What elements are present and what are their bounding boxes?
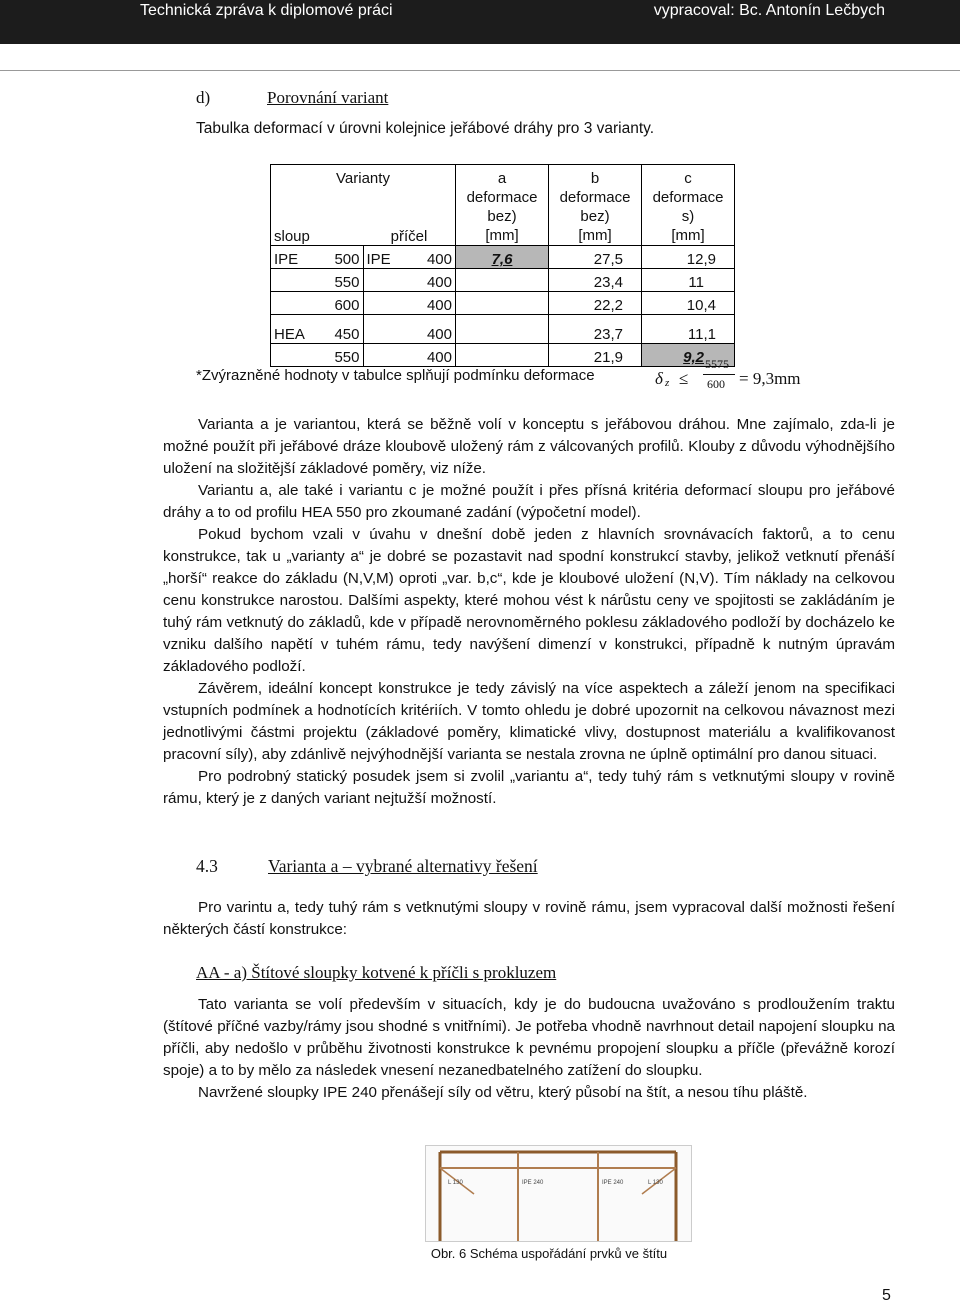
table-row: IPE 500 IPE 400 7,6 27,5 12,9 [271,246,735,269]
section-d-label: d) [196,88,211,107]
table-intro: Tabulka deformací v úrovni kolejnice jeřábové dráhy pro 3 varianty. [196,120,655,137]
section-43-number: 4.3 [196,856,218,876]
col-pricel: příčel [390,228,428,245]
paragraph: Závěrem, ideální koncept konstrukce je tedy závislý na více aspektech a záleží jenom na specifikaci vstupních podmínek a hodnotících kritériích. V tomto ohledu je dobré upozornit na celkovou návaznost mezi jednotlivými částmi projektu (základové poměry, klimatické vlivy, dostupnost materiálu a kvalifikovanost pracovní síly), aby zdánlivě nejvýhodnější varianta se nestala zrovna ne úplně optimální pro danou situaci. [163,680,895,763]
table-row: 550 400 23,4 11 [271,269,735,292]
head-def-c: deformace s) [mm] [642,187,735,246]
figure-caption: Obr. 6 Schéma uspořádání prvků ve štítu [430,1246,668,1261]
header-author: vypracoval: Bc. Antonín Lečbych [653,2,885,19]
figure-label: L 130 [448,1180,463,1186]
col-sloup: sloup [271,187,364,246]
subsection-title: AA - a) Štítové sloupky kotvené k příčli s prokluzem [196,963,557,982]
paragraph: Variantu a, ale také i variantu c je možné použít i přes přísná kritéria deformací sloupu pro jeřábové dráhy a to od profilu HEA 550 pro zkoumané zadání (výpočetní model). [163,482,895,521]
table-row: 600 400 22,2 10,4 [271,292,735,315]
head-def-a: deformace bez) [mm] [456,187,549,246]
variant-discussion [163,414,895,810]
header-divider [0,70,960,71]
table-row: 550 400 21,9 9,2 [271,344,735,367]
gable-frame-figure [425,1145,692,1242]
paragraph: Varianta a je variantou, která se běžně volí v konceptu s jeřábovou dráhou. Mne zajímalo, zda-li je možné použít při jeřábové dráze kloubově uložený rám z válcovaných profilů. Klouby z důvodu výhodnějšího uložení na složitější základové poměry, viz níže. [163,416,895,477]
paragraph: Pro podrobný statický posudek jsem si zvolil „variantu a“, tedy tuhý rám s vetknutými sloupy v rovině rámu, který je z daných variant nejtužší možností. [163,768,895,807]
col-b: b [549,165,642,188]
subsection-text [163,994,895,1104]
highlight-note: *Zvýrazněné hodnoty v tabulce splňují podmínku deformace [196,367,595,384]
header-title: Technická zpráva k diplomové práci [140,2,393,19]
page-number: 5 [882,1287,891,1304]
table-row: HEA 450 400 23,7 11,1 [271,315,735,344]
section-43-title: Varianta a – vybrané alternativy řešení [268,856,538,876]
section-d-title: Porovnání variant [267,88,389,107]
col-a: a [456,165,549,188]
col-c: c [642,165,735,188]
page-header [0,0,960,44]
gable-frame-diagram [426,1146,691,1241]
section-43-intro: Pro varintu a, tedy tuhý rám s vetknutými sloupy v rovině rámu, jsem vypracoval další možnosti řešení některých částí konstrukce: [163,899,895,938]
figure-label: IPE 240 [522,1180,544,1186]
paragraph: Tato varianta se volí především v situacích, kdy je do budoucna uvažováno s prodloužením traktu (štítové příčné vazby/rámy jsou shodné s vnitřními). Je potřeba vhodně navrhnout detail napojení sloupku na příčli, aby nedošlo v průběhu životnosti konstrukce k pevnému propojení sloupku a příčle (převážně korozí spoje) a to by mělo za následek vnesení nezanedbatelného zatížení do sloupku. [163,996,895,1079]
deformation-table [270,164,735,367]
figure-label: IPE 240 [602,1180,624,1186]
paragraph: Navržené sloupky IPE 240 přenášejí síly od větru, který působí na štít, a nesou tíhu pláště. [198,1084,808,1101]
col-varianty: Varianty [271,165,456,188]
figure-label: L 130 [648,1180,663,1186]
head-def-b: deformace bez) [mm] [549,187,642,246]
paragraph: Pokud bychom vzali v úvahu v dnešní době jeden z hlavních srovnávacích faktorů, a to cenu konstrukce, tak u „varianty a“ je dobré se pozastavit nad spodní konstrukcí stavby, jelikož vetknutí přenáší „horší“ reakce do základu (N,V,M) oproti „var. b,c“, kde je kloubové uložení (N,V). Tím náklady na celkovou cenu konstrukce narostou. Dalšími aspekty, které mohou vést k nárůstu ceny ve spojitosti se zakládáním je tuhý rám vetknutý do základů, kde v případě nerovnoměrného poklesu základového podloží by docházelo ke vzniku dalšího napětí v tuhém rámu, tedy navýšení dimenzí v konstrukci, případně k nutným úpravám základového podloží. [163,526,895,675]
